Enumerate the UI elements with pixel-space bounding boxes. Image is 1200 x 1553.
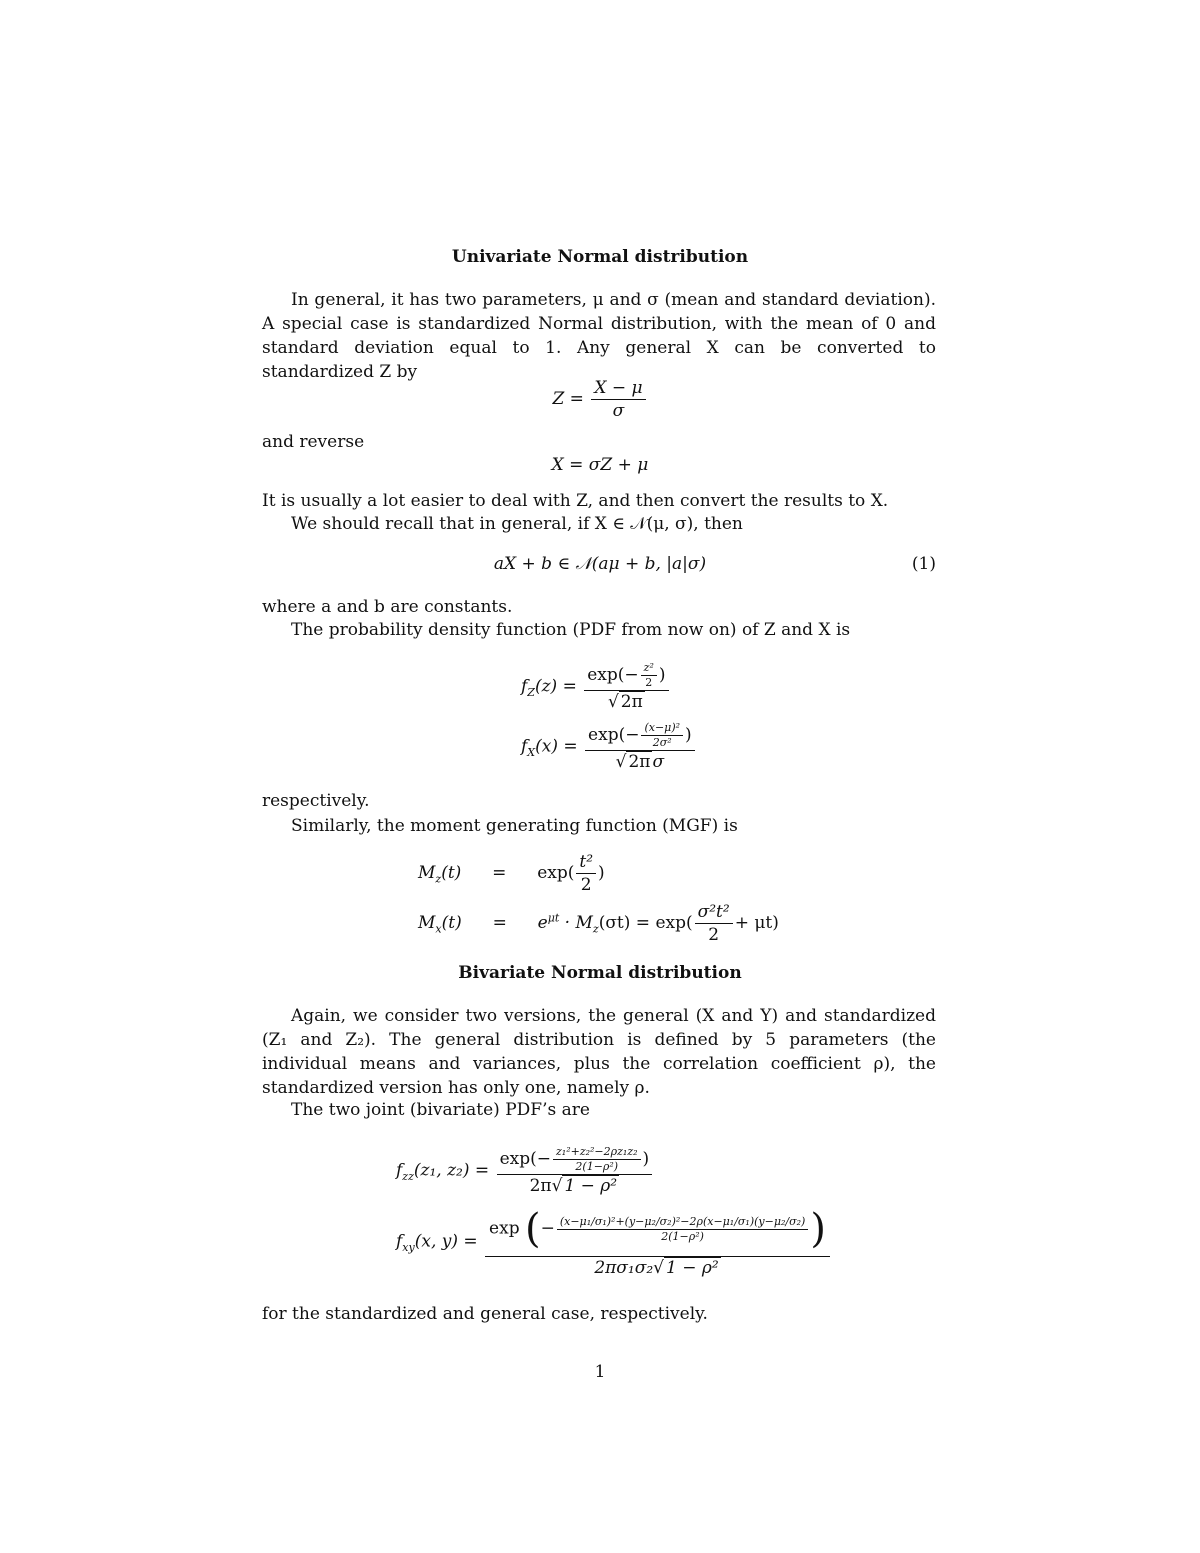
mgf2-fraction	[695, 902, 733, 945]
mgf2-m-z-sub: z	[592, 922, 599, 936]
fx-sqrt-arg: 2π	[628, 752, 651, 772]
fxy-den-a: 2πσ₁σ₂	[594, 1258, 654, 1278]
fxy-inner-num: (x−μ₁/σ₁)²+(y−μ₂/σ₂)²−2ρ(x−μ₁/σ₁)(y−μ₂/σ₂)	[557, 1216, 809, 1230]
mgf2-sup: μt	[547, 911, 560, 925]
fz-sqrt-arg: 2π	[620, 692, 643, 712]
paragraph-recall: We should recall that in general, if X ∈ 𝒩(μ, σ), then	[291, 514, 743, 534]
equation-fz	[521, 662, 671, 712]
fzz-den-a: 2π	[529, 1176, 552, 1196]
fzz-inner-num: z₁²+z₂²−2ρz₁z₂	[553, 1146, 641, 1160]
equation-fxy	[396, 1206, 832, 1278]
mgf1-close: )	[598, 863, 605, 883]
text-respectively: respectively.	[262, 791, 370, 811]
fx-denominator: √ 2π σ	[615, 752, 665, 772]
mgf1-frac-den: 2	[580, 875, 592, 895]
fz-exp: exp(−	[587, 665, 639, 685]
fx-arg: (x) =	[535, 736, 578, 757]
paragraph-closing: for the standardized and general case, respectively.	[262, 1304, 708, 1324]
text-and-reverse: and reverse	[262, 432, 365, 452]
fxy-minus: −	[540, 1218, 555, 1239]
fzz-inner-den: 2(1−ρ²)	[575, 1160, 619, 1173]
equation-number-1: (1)	[911, 554, 936, 574]
fzz-inner-fraction	[553, 1146, 641, 1173]
mgf2-mid: (σt) = exp(	[598, 913, 693, 933]
fxy-sub: xy	[402, 1240, 415, 1254]
fz-sub: Z	[527, 685, 535, 699]
paragraph-easier: It is usually a lot easier to deal with Z, and then convert the results to X.	[262, 491, 889, 511]
mgf1-equals: =	[492, 863, 507, 883]
section-title-univariate: Univariate Normal distribution	[451, 247, 749, 267]
fzz-arg: (z₁, z₂) =	[413, 1160, 490, 1181]
mgf2-sub: x	[435, 922, 442, 936]
page-number: 1	[594, 1362, 606, 1382]
paragraph-joint-pdfs: The two joint (bivariate) PDF’s are	[291, 1100, 590, 1120]
eq-z-lhs: Z =	[552, 389, 584, 409]
mgf2-tail: + μt)	[734, 913, 779, 933]
equation-1: aX + b ∈ 𝒩(aμ + b, |a|σ)	[493, 554, 707, 574]
paragraph-pdf: The probability density function (PDF from now on) of Z and X is	[291, 620, 851, 640]
paragraph-constants: where a and b are constants.	[262, 597, 513, 617]
mgf1-exp: exp(	[537, 863, 575, 883]
fzz-close: )	[642, 1149, 650, 1169]
fx-f: f	[521, 736, 528, 757]
fzz-denominator: 2π√ 1 − ρ²	[529, 1176, 618, 1196]
mgf2-frac-num: σ²t²	[695, 902, 733, 924]
fx-close: )	[685, 725, 692, 745]
paragraph-mgf: Similarly, the moment generating function (MGF) is	[291, 816, 738, 836]
fxy-fraction	[485, 1206, 830, 1278]
section-title-bivariate: Bivariate Normal distribution	[458, 963, 742, 983]
fzz-sub: zz	[402, 1169, 414, 1183]
fxy-numerator	[485, 1206, 830, 1257]
fzz-numerator	[497, 1146, 653, 1175]
fx-numerator	[585, 722, 695, 751]
fzz-f: f	[396, 1160, 403, 1181]
fz-inner-fraction	[641, 662, 657, 689]
fxy-denominator: 2πσ₁σ₂√ 1 − ρ²	[594, 1258, 719, 1278]
fzz-exp: exp(−	[499, 1149, 551, 1169]
mgf2-equals: =	[492, 913, 507, 933]
fxy-inner-den: 2(1−ρ²)	[661, 1229, 704, 1243]
mgf2-frac-den: 2	[708, 925, 720, 945]
fxy-open-paren: (	[524, 1206, 541, 1252]
eq-z-fraction	[591, 378, 645, 421]
fx-den-sigma: σ	[652, 752, 665, 772]
fx-inner-fraction	[641, 722, 683, 749]
mgf1-m: M	[418, 863, 436, 883]
equation-mgf-x	[418, 902, 779, 945]
fzz-sqrt-arg: 1 − ρ²	[564, 1176, 618, 1196]
eq-z-denominator: σ	[612, 401, 625, 421]
mgf1-frac-num: t²	[576, 852, 596, 874]
fxy-f: f	[396, 1231, 403, 1252]
mgf2-m-z: · M	[559, 913, 593, 933]
fx-inner-num: (x−μ)²	[641, 722, 683, 736]
mgf2-e: e	[537, 913, 548, 933]
fx-fraction	[585, 722, 695, 772]
equation-z-standardize	[0, 378, 1200, 421]
fz-inner-den: 2	[645, 676, 653, 689]
fxy-sqrt-arg: 1 − ρ²	[665, 1258, 719, 1278]
equation-fzz	[396, 1146, 654, 1196]
mgf1-arg: (t)	[441, 863, 462, 883]
fz-denominator: √ 2π	[607, 692, 643, 712]
fx-inner-den: 2σ²	[652, 736, 672, 749]
mgf2-arg: (t)	[441, 913, 462, 933]
mgf1-fraction	[576, 852, 596, 895]
mgf2-m: M	[418, 913, 436, 933]
fz-arg: (z) =	[534, 676, 577, 697]
fxy-exp: exp	[489, 1218, 520, 1239]
paragraph-versions: Again, we consider two versions, the general (X and Y) and standardized (Z₁ and Z₂). The general distribution is defined by 5 parameters (the individual means and variances, plus the correlation coefficient ρ), the standardized version has only one, namely ρ.	[262, 1006, 936, 1098]
fz-inner-num: z²	[641, 662, 657, 676]
fx-exp: exp(−	[588, 725, 640, 745]
eq-z-numerator: X − μ	[591, 378, 645, 400]
fxy-inner-fraction	[557, 1216, 809, 1243]
paragraph-intro: In general, it has two parameters, μ and σ (mean and standard deviation). A special case is standardized Normal distribution, with the mean of 0 and standard deviation equal to 1. Any general X can be converted to standardized Z by	[262, 290, 936, 382]
mgf1-sub: z	[435, 872, 442, 886]
fz-f: f	[521, 676, 528, 697]
fz-close: )	[658, 665, 666, 685]
equation-x-reverse: X = σZ + μ	[551, 455, 649, 475]
equation-mgf-z	[418, 852, 605, 895]
fzz-fraction	[497, 1146, 653, 1196]
fz-fraction	[584, 662, 668, 712]
equation-fx	[521, 722, 697, 772]
fxy-arg: (x, y) =	[414, 1231, 478, 1252]
fxy-close-paren: )	[810, 1206, 826, 1252]
fx-sub: X	[527, 745, 536, 759]
fz-numerator	[584, 662, 668, 691]
